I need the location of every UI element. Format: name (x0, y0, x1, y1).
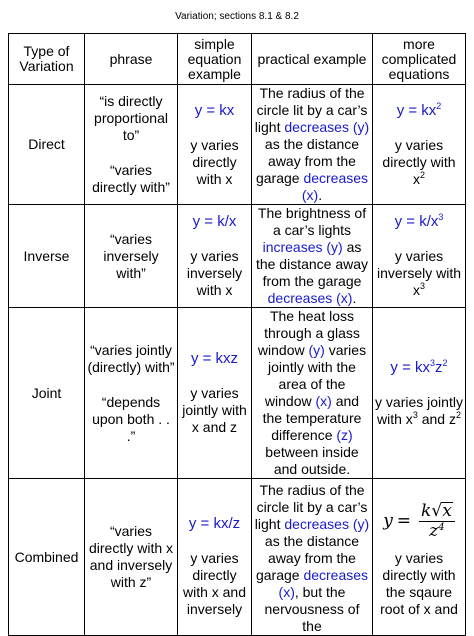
complicated-equation-cell (373, 85, 466, 205)
variable-highlight: (x) (315, 393, 332, 409)
simple-equation-text: y varies directly with x (190, 136, 239, 187)
complicated-equation: $y = k/x^3$ (394, 212, 444, 230)
variable-highlight: decreases (x) (301, 170, 369, 203)
practical-text: . (352, 290, 357, 306)
practical-text: between inside and outside. (265, 444, 359, 477)
header-row (9, 34, 466, 85)
variable-highlight: increases (y) (262, 239, 343, 255)
page-title: Variation; sections 8.1 & 8.2 (175, 11, 299, 22)
phrase-cell (85, 205, 178, 308)
header-practical-example: practical example (252, 34, 373, 85)
combined-formula: y = k √ x $z^4$ (383, 502, 455, 540)
simple-equation-cell (178, 479, 252, 636)
simple-equation: y = kxz (190, 350, 239, 367)
practical-text: , but the nervousness of the (264, 584, 360, 634)
type-cell: Direct (9, 85, 85, 205)
header-phrase: phrase (85, 34, 178, 85)
practical-text: varies jointly with the area of the window (264, 342, 367, 409)
table-row-joint (9, 308, 466, 479)
variable-highlight: decreases (y) (284, 119, 370, 135)
phrase-text: “varies inversely with” (103, 230, 159, 281)
practical-example-cell (252, 308, 373, 479)
table-row-inverse (9, 205, 466, 308)
phrase-text: “varies directly with x and inversely with z” (88, 523, 174, 590)
variable-highlight: decreases (x) (267, 290, 353, 306)
practical-text: and the temperature difference (262, 393, 362, 443)
practical-example-cell (252, 479, 373, 636)
header-type: Type of Variation (9, 34, 85, 85)
table-row-combined (9, 479, 466, 636)
simple-equation-cell (178, 308, 252, 479)
complicated-equation-text: y varies directly with the sqaure root of x and (380, 550, 458, 617)
practical-example-cell (252, 85, 373, 205)
phrase-cell (85, 479, 178, 636)
simple-equation-cell (178, 85, 252, 205)
phrase-text: “varies directly with” (92, 162, 170, 195)
header-simple-equation: simple equation example (178, 34, 252, 85)
practical-text: as the distance away from the garage (255, 136, 360, 186)
complicated-equation-text: y varies directly with $x^2$ (382, 136, 456, 187)
practical-text: as the distance away from the garage (255, 533, 360, 583)
practical-text: The radius of the circle lit by a car’s light (254, 85, 368, 135)
complicated-equation-cell (373, 205, 466, 308)
variable-highlight: decreases (x) (278, 567, 369, 600)
variable-highlight: decreases (y) (284, 516, 370, 532)
complicated-equation-text: y varies jointly with $x^3$ and $z^2$ (375, 393, 463, 427)
practical-example-cell (252, 205, 373, 308)
type-cell: Inverse (9, 205, 85, 308)
practical-text: The heat loss through a glass window (257, 308, 360, 358)
practical-text: . (318, 187, 323, 203)
complicated-equation: $y = kx^3z^2$ (390, 357, 448, 376)
variable-highlight: (z) (336, 427, 353, 443)
phrase-cell (85, 308, 178, 479)
phrase-text: “depends upon both . . .” (92, 393, 170, 444)
type-cell: Combined (9, 479, 85, 636)
simple-equation-text: y varies directly with x and inversely (182, 549, 247, 617)
phrase-cell (85, 85, 178, 205)
variation-table (8, 33, 466, 636)
variable-highlight: (y) (308, 342, 325, 358)
simple-equation-text: y varies jointly with x and z (182, 385, 247, 435)
phrase-text: “is directly proportional to” (94, 93, 168, 143)
simple-equation: y = kx (194, 101, 235, 119)
simple-equation-cell (178, 205, 252, 308)
simple-equation: y = k/x (192, 213, 237, 230)
simple-equation: y = kx/z (188, 514, 241, 532)
simple-equation-text: y varies inversely with x (186, 248, 243, 298)
complicated-equation-cell (373, 479, 466, 636)
type-cell: Joint (9, 308, 85, 479)
complicated-equation-cell (373, 308, 466, 479)
practical-text: as the distance away from the garage (255, 239, 369, 289)
complicated-equation-text: y varies inversely with $x^3$ (376, 248, 462, 298)
phrase-text: “varies jointly (directly) with” (87, 341, 175, 375)
header-complicated-equations: more complicated equations (373, 34, 466, 85)
practical-text: The radius of the circle lit by a car’s light (254, 482, 368, 532)
table-row-direct (9, 85, 466, 205)
practical-text: The brightness of a car’s lights (257, 205, 367, 238)
complicated-equation: $y = kx^2$ (396, 100, 442, 119)
